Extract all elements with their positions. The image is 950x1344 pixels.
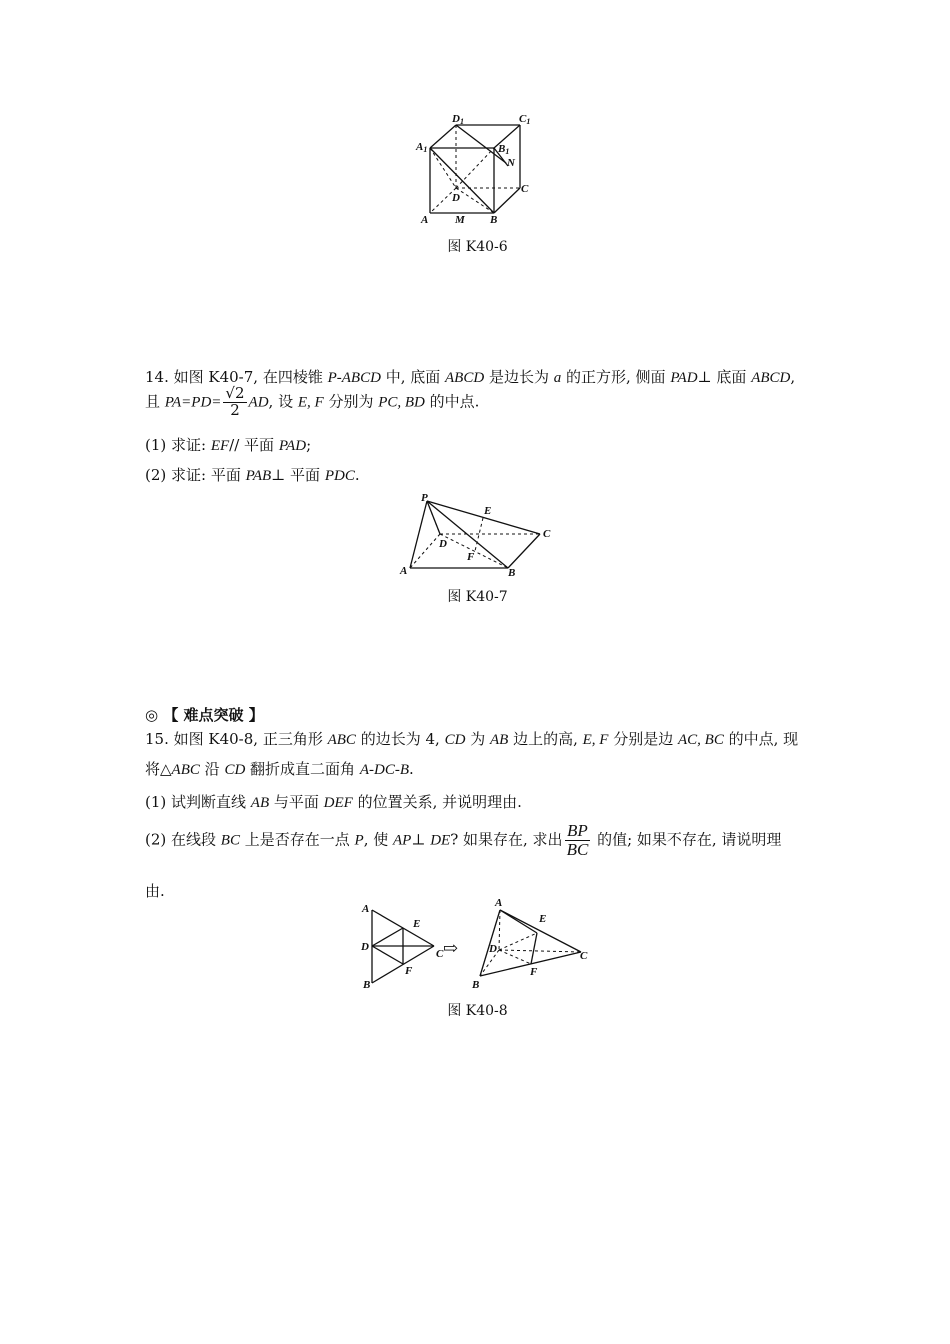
q14-line2: 且 PA=PD= $\frac{√2}{2}$ AD, 设 E, F 分别为 PC, BD 的中点. [145, 384, 480, 419]
left-label-d: D [361, 941, 369, 953]
q14-fraction: $\frac{√2}{2}$ [225, 384, 245, 419]
left-label-a: A [362, 903, 370, 915]
q15-line2: 将△ABC 沿 CD 翻折成直二面角 A-DC-B. [145, 760, 414, 778]
section-heading [145, 704, 264, 725]
q15-line1: 15. 如图 K40-8, 正三角形 ABC 的边长为 4, CD 为 AB 边上的高, E, F 分别是边 AC, BC 的中点, 现 [145, 730, 799, 748]
figure-k40-6 [410, 108, 545, 230]
figure-k40-8 [355, 895, 600, 995]
section-marker: ◎ [145, 706, 159, 724]
label-b: B [490, 214, 498, 226]
right-label-b: B [472, 979, 480, 991]
label-d: D [452, 192, 460, 204]
fold-arrow-icon: ⇨ [443, 938, 459, 958]
label-f: F [467, 551, 475, 563]
q15-part1: (1) 试判断直线 AB 与平面 DEF 的位置关系, 并说明理由. [145, 793, 522, 811]
left-label-f: F [405, 965, 413, 977]
left-label-e: E [413, 918, 421, 930]
left-label-c: C [436, 948, 444, 960]
q14-line1: 14. 如图 K40-7, 在四棱锥 P-ABCD 中, 底面 ABCD 是边长为 a 的正方形, 侧面 PAD⊥ 底面 ABCD, [145, 368, 796, 386]
left-label-b: B [363, 979, 371, 991]
label-e: E [484, 505, 492, 517]
label-c1: C1 [519, 113, 531, 126]
label-n: N [507, 157, 515, 169]
q15-fraction: $\frac{BP}{BC}$ [566, 821, 589, 859]
right-label-d: D [489, 943, 497, 955]
right-label-c: C [580, 950, 588, 962]
q15-part2-cont: 由. [145, 882, 165, 900]
section-title: 【 难点突破 】 [163, 706, 264, 724]
right-label-e: E [539, 913, 547, 925]
label-a: A [421, 214, 429, 226]
figure-k40-8-caption: 图 K40-8 [447, 1003, 508, 1019]
label-m: M [455, 214, 465, 226]
right-label-f: F [530, 966, 538, 978]
label-d: D [439, 538, 447, 550]
q14-part1: (1) 求证: EF// 平面 PAD; [145, 436, 312, 454]
q14-part2: (2) 求证: 平面 PAB⊥ 平面 PDC. [145, 466, 360, 484]
q15-part2: (2) 在线段 BC 上是否存在一点 P, 使 AP⊥ DE? 如果存在, 求出 $\frac{BP}{BC}$ 的值; 如果不存在, 请说明理 [145, 821, 782, 859]
label-d1: D1 [452, 113, 464, 126]
figure-k40-7 [395, 490, 560, 580]
figure-k40-7-caption: 图 K40-7 [447, 589, 508, 605]
label-b: B [508, 567, 516, 579]
label-b1: B1 [498, 143, 510, 156]
label-p: P [421, 492, 428, 504]
label-c: C [543, 528, 551, 540]
label-a: A [400, 565, 408, 577]
right-label-a: A [495, 897, 503, 909]
label-a1: A1 [416, 141, 428, 154]
figure-k40-6-caption: 图 K40-6 [447, 239, 508, 255]
label-c: C [521, 183, 529, 195]
